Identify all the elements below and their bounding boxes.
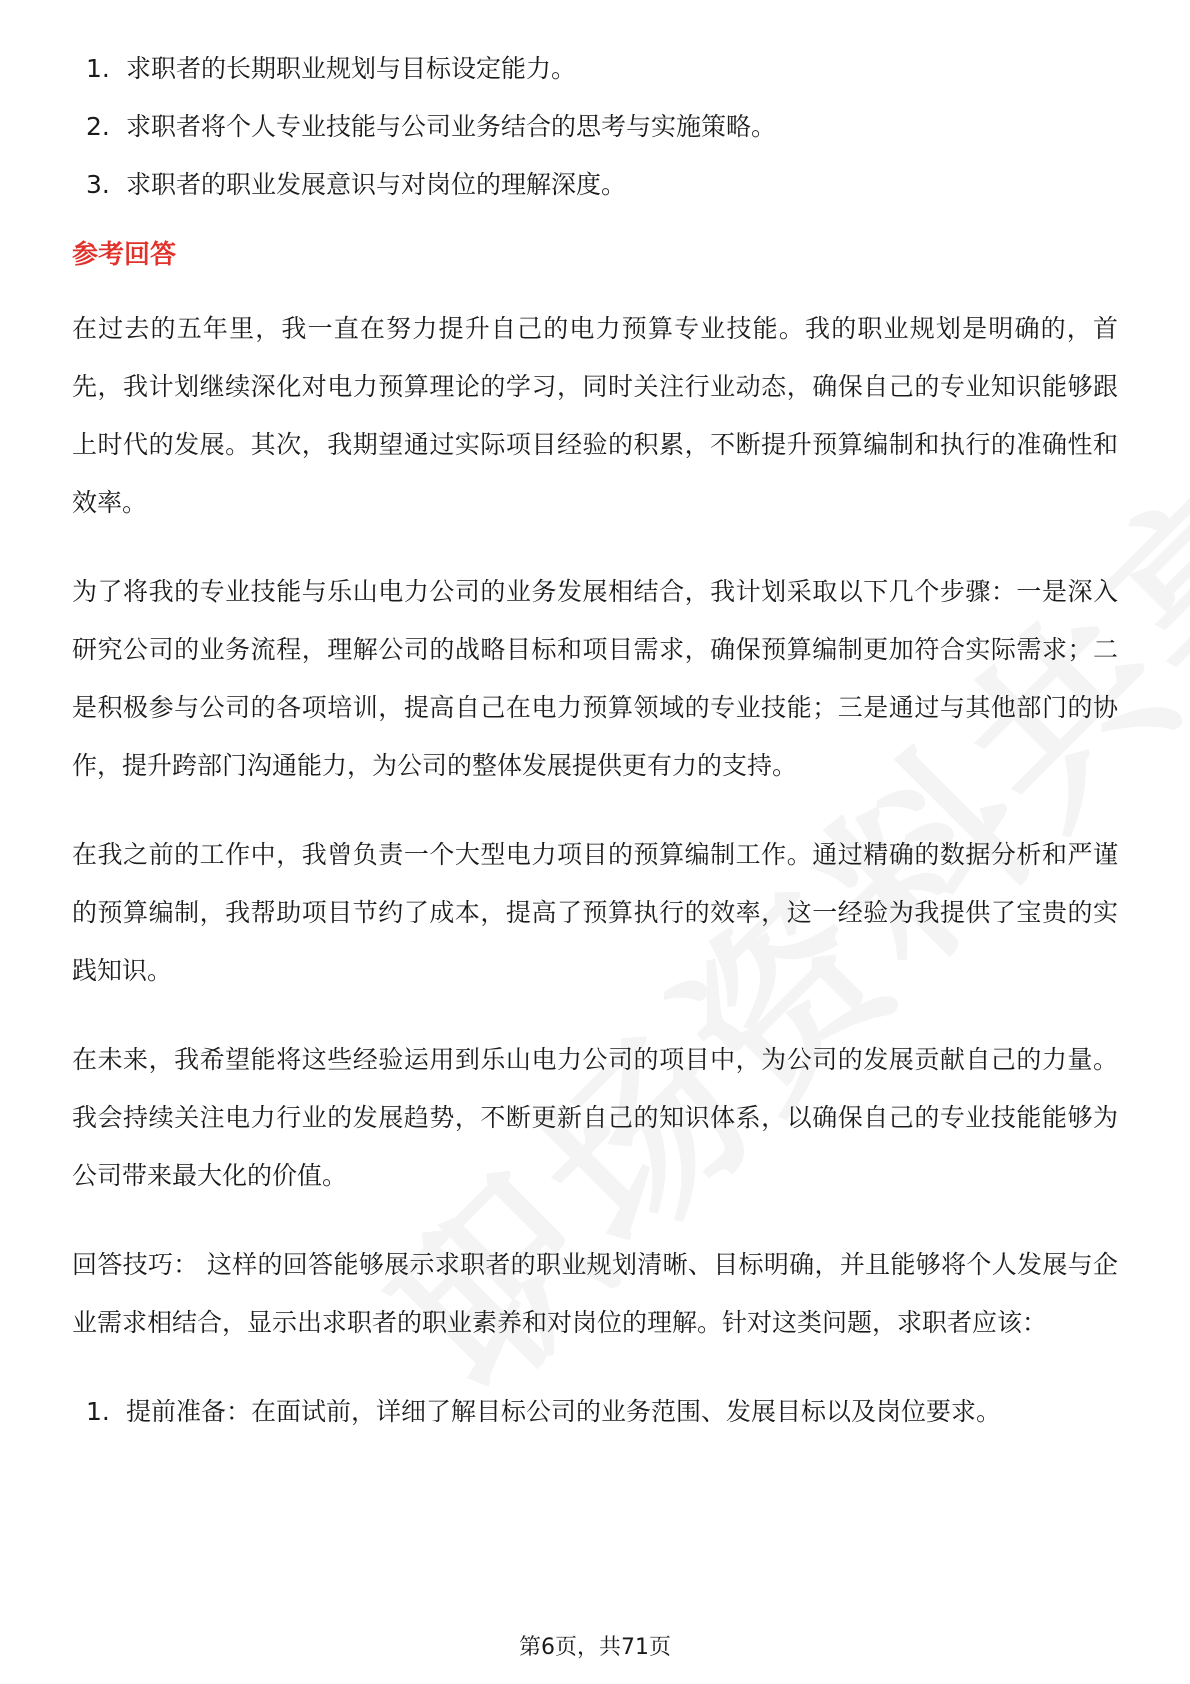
criteria-list (72, 40, 1118, 214)
list-number: 2. (86, 112, 110, 141)
paragraph: 在我之前的工作中，我曾负责一个大型电力项目的预算编制工作。通过精确的数据分析和严谨的预算编制，我帮助项目节约了成本，提高了预算执行的效率，这一经验为我提供了宝贵的实践知识。 (72, 840, 1118, 985)
tips-list (72, 1383, 1118, 1441)
list-number: 1. (86, 54, 110, 83)
list-text: 求职者将个人专业技能与公司业务结合的思考与实施策略。 (126, 112, 777, 141)
list-text: 求职者的长期职业规划与目标设定能力。 (126, 54, 577, 83)
list-item (72, 156, 1118, 214)
list-text: 提前准备：在面试前，详细了解目标公司的业务范围、发展目标以及岗位要求。 (126, 1397, 1002, 1426)
paragraph: 为了将我的专业技能与乐山电力公司的业务发展相结合，我计划采取以下几个步骤：一是深入研究公司的业务流程，理解公司的战略目标和项目需求，确保预算编制更加符合实际需求；二是积极参与公司的各项培训，提高自己在电力预算领域的专业技能；三是通过与其他部门的协作，提升跨部门沟通能力，为公司的整体发展提供更有力的支持。 (72, 577, 1118, 780)
list-item (72, 1383, 1118, 1441)
section-heading-reference-answer: 参考回答 (72, 240, 177, 270)
list-text: 求职者的职业发展意识与对岗位的理解深度。 (126, 170, 627, 199)
paragraph: 在过去的五年里，我一直在努力提升自己的电力预算专业技能。我的职业规划是明确的，首先，我计划继续深化对电力预算理论的学习，同时关注行业动态，确保自己的专业知识能够跟上时代的发展。其次，我期望通过实际项目经验的积累，不断提升预算编制和执行的准确性和效率。 (72, 314, 1118, 517)
list-item (72, 98, 1118, 156)
list-item (72, 40, 1118, 98)
paragraph: 在未来，我希望能将这些经验运用到乐山电力公司的项目中，为公司的发展贡献自己的力量。我会持续关注电力行业的发展趋势，不断更新自己的知识体系，以确保自己的专业技能能够为公司带来最大化的价值。 (72, 1045, 1118, 1190)
list-number: 3. (86, 170, 110, 199)
list-number: 1. (86, 1397, 110, 1426)
page-footer: 第6页，共71页 (519, 1635, 671, 1660)
document-body (72, 40, 1118, 1441)
paragraph-answer-tips: 回答技巧： 这样的回答能够展示求职者的职业规划清晰、目标明确，并且能够将个人发展与企业需求相结合，显示出求职者的职业素养和对岗位的理解。针对这类问题，求职者应该： (72, 1250, 1118, 1337)
